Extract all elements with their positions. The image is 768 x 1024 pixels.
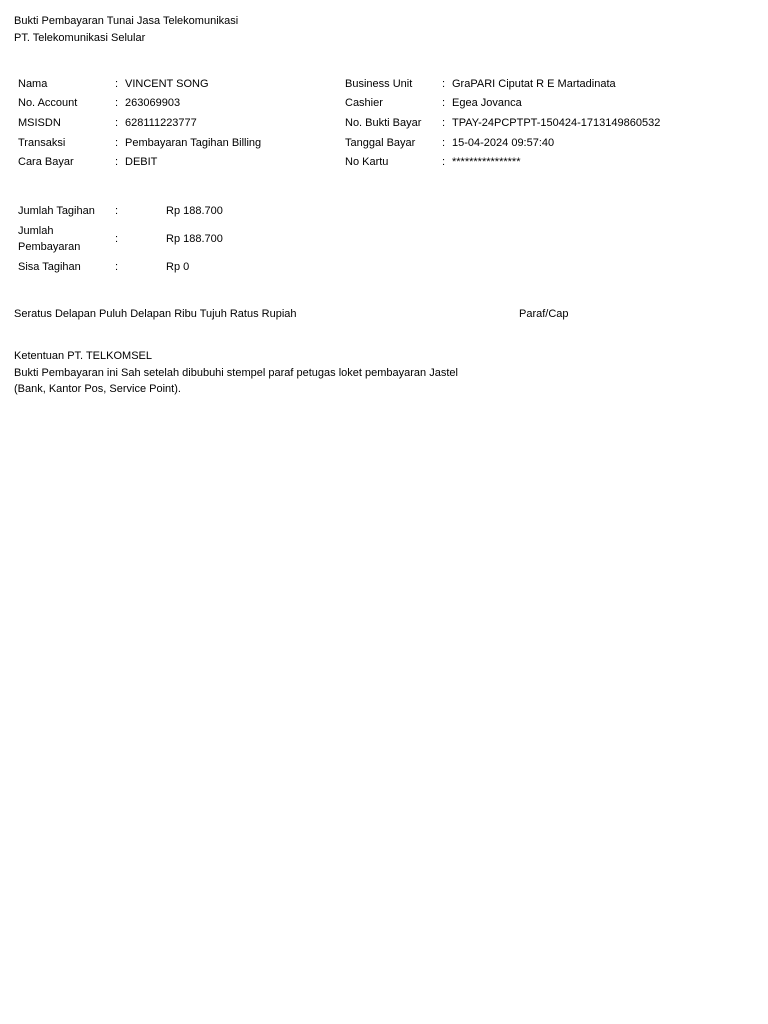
jumlah-tagihan-value: Rp 188.700 xyxy=(166,205,223,217)
nama-colon: : xyxy=(115,78,119,90)
nama-label: Nama xyxy=(18,78,48,90)
transaksi-value: Pembayaran Tagihan Billing xyxy=(125,137,262,149)
sisa-tagihan-label: Sisa Tagihan xyxy=(18,261,81,273)
no-kartu-value: **************** xyxy=(452,156,521,168)
amount-in-words: Seratus Delapan Puluh Delapan Ribu Tujuh Ratus Rupiah xyxy=(14,308,297,320)
cara-bayar-colon: : xyxy=(115,156,119,168)
transaksi-colon: : xyxy=(115,137,119,149)
no-kartu-colon: : xyxy=(442,156,446,168)
jumlah-pembayaran-label-line1: Jumlah xyxy=(18,225,54,237)
cara-bayar-value: DEBIT xyxy=(125,156,158,168)
no-bukti-bayar-value: TPAY-24PCPTPT-150424-1713149860532 xyxy=(452,117,661,129)
no-bukti-bayar-label: No. Bukti Bayar xyxy=(345,117,422,129)
sisa-tagihan-colon: : xyxy=(115,261,119,273)
cashier-colon: : xyxy=(442,97,446,109)
paraf-cap-label: Paraf/Cap xyxy=(519,308,569,320)
no-account-colon: : xyxy=(115,97,119,109)
terms-line-1: Bukti Pembayaran ini Sah setelah dibubuhi stempel paraf petugas loket pembayaran Jastel xyxy=(14,367,458,379)
tanggal-bayar-colon: : xyxy=(442,137,446,149)
sisa-tagihan-value: Rp 0 xyxy=(166,261,190,273)
jumlah-pembayaran-label-line2: Pembayaran xyxy=(18,241,81,253)
business-unit-label: Business Unit xyxy=(345,78,413,90)
no-account-value: 263069903 xyxy=(125,97,181,109)
jumlah-tagihan-label: Jumlah Tagihan xyxy=(18,205,95,217)
msisdn-colon: : xyxy=(115,117,119,129)
business-unit-value: GraPARI Ciputat R E Martadinata xyxy=(452,78,616,90)
terms-title: Ketentuan PT. TELKOMSEL xyxy=(14,350,152,362)
cara-bayar-label: Cara Bayar xyxy=(18,156,74,168)
jumlah-pembayaran-colon: : xyxy=(115,233,119,245)
cashier-label: Cashier xyxy=(345,97,383,109)
tanggal-bayar-label: Tanggal Bayar xyxy=(345,137,416,149)
msisdn-label: MSISDN xyxy=(18,117,61,129)
terms-line-2: (Bank, Kantor Pos, Service Point). xyxy=(14,383,181,395)
cashier-value: Egea Jovanca xyxy=(452,97,522,109)
jumlah-pembayaran-value: Rp 188.700 xyxy=(166,233,223,245)
no-bukti-bayar-colon: : xyxy=(442,117,446,129)
nama-value: VINCENT SONG xyxy=(125,78,209,90)
company-name: PT. Telekomunikasi Selular xyxy=(14,32,146,44)
transaksi-label: Transaksi xyxy=(18,137,66,149)
no-account-label: No. Account xyxy=(18,97,78,109)
business-unit-colon: : xyxy=(442,78,446,90)
tanggal-bayar-value: 15-04-2024 09:57:40 xyxy=(452,137,555,149)
msisdn-value: 628111223777 xyxy=(125,117,197,129)
no-kartu-label: No Kartu xyxy=(345,156,389,168)
jumlah-tagihan-colon: : xyxy=(115,205,119,217)
receipt-title: Bukti Pembayaran Tunai Jasa Telekomunikasi xyxy=(14,15,239,27)
